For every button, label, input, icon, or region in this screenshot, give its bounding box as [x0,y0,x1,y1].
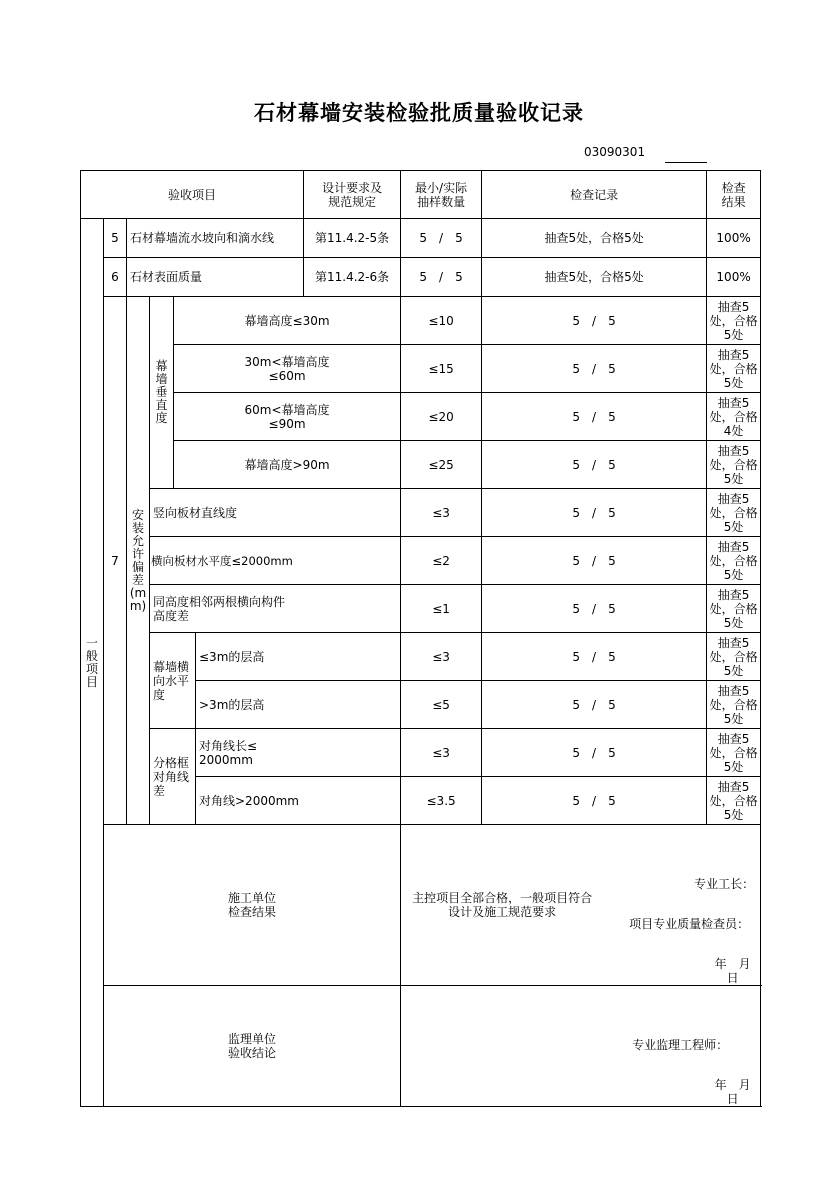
code-underline [665,162,707,163]
item-name: ≤3m的层高 [196,633,401,681]
item-result: 100% [707,219,761,258]
item-requirement: 第11.4.2-5条 [304,219,401,258]
item-record: 抽查5处，合格5处 [482,258,707,297]
supervision-row [81,986,761,1107]
item-name: 石材幕墙流水坡向和滴水线 [127,219,304,258]
page-title: 石材幕墙安装检验批质量验收记录 [254,100,584,125]
item-requirement: ≤3.5 [401,777,482,825]
form-code: 03090301 [584,145,646,159]
item-sample: 5 / 5 [482,729,707,777]
table-row [81,633,761,681]
item-record: 抽查5处，合格5处 [707,585,761,633]
item-name: 对角线长≤ 2000mm [196,729,401,777]
header-result: 检查 结果 [707,171,761,219]
construction-row [81,825,761,986]
item-sample: 5 / 5 [482,633,707,681]
item-no: 5 [104,219,127,258]
item-record: 抽查5处，合格5处 [707,729,761,777]
vertical-group-label: 幕 墙 垂 直 度 [150,297,174,489]
construction-conclusion: 主控项目全部合格，一般项目符合 设计及施工规范要求 [412,891,593,919]
item-name: 对角线>2000mm [196,777,401,825]
item-record: 抽查5处，合格5处 [707,633,761,681]
item-no: 6 [104,258,127,297]
item-requirement: ≤3 [401,633,482,681]
item-name: 30m<幕墙高度 ≤60m [174,345,401,393]
item-result: 100% [707,258,761,297]
item-sample: 5 / 5 [482,393,707,441]
item-record: 抽查5处，合格5处 [707,537,761,585]
engineer-label: 专业监理工程师： [632,1038,729,1052]
horizontal-group-label: 幕墙横 向水平 度 [150,633,196,729]
header-sample: 最小/实际 抽样数量 [401,171,482,219]
item-requirement: ≤5 [401,681,482,729]
item-requirement: ≤10 [401,297,482,345]
item-sample: 5 / 5 [482,537,707,585]
inspector-label: 项目专业质量检查员： [629,917,750,931]
construction-date: 年 月 日 [714,957,763,985]
item-requirement: ≤3 [401,489,482,537]
item-record: 抽查5处，合格4处 [707,393,761,441]
item-sample: 5 / 5 [482,489,707,537]
header-requirement: 设计要求及 规范规定 [304,171,401,219]
table-row [81,258,761,297]
item-record: 抽查5处，合格5处 [707,681,761,729]
item-name: 幕墙高度>90m [174,441,401,489]
item-sample: 5 / 5 [482,297,707,345]
header-record: 检查记录 [482,171,707,219]
item-requirement: ≤2 [401,537,482,585]
item-sample: 5 / 5 [482,585,707,633]
item-requirement: ≤15 [401,345,482,393]
construction-result-cell [401,825,761,986]
table-row [81,441,761,489]
item-requirement: ≤1 [401,585,482,633]
table-row [81,393,761,441]
item-record: 抽查5处，合格5处 [707,489,761,537]
inspection-table [80,170,761,1107]
supervision-label: 监理单位 验收结论 [104,986,401,1107]
item-no: 7 [104,297,127,825]
item-name: 石材表面质量 [127,258,304,297]
table-row [81,219,761,258]
item-record: 抽查5处，合格5处 [482,219,707,258]
item-sample: 5 / 5 [482,345,707,393]
supervision-date: 年 月 日 [714,1078,763,1106]
table-row [81,489,761,537]
supervision-result-cell [401,986,761,1107]
item-record: 抽查5处，合格5处 [707,297,761,345]
construction-label: 施工单位 检查结果 [104,825,401,986]
table-row [81,345,761,393]
item-requirement: ≤3 [401,729,482,777]
item-sample: 5 / 5 [482,777,707,825]
item-requirement: 第11.4.2-6条 [304,258,401,297]
table-row [81,585,761,633]
item-record: 抽查5处，合格5处 [707,345,761,393]
item-sample: 5 / 5 [401,219,482,258]
foreman-label: 专业工长： [694,877,755,891]
general-items-label: 一 般 项 目 [81,219,104,1107]
item-name: 60m<幕墙高度 ≤90m [174,393,401,441]
item-sample: 5 / 5 [401,258,482,297]
item-record: 抽查5处，合格5处 [707,777,761,825]
deviation-group-label: 安 装 允 许 偏 差 (m m) [127,297,150,825]
item-requirement: ≤25 [401,441,482,489]
header-row [81,171,761,219]
item-sample: 5 / 5 [482,441,707,489]
item-name: >3m的层高 [196,681,401,729]
item-requirement: ≤20 [401,393,482,441]
item-sample: 5 / 5 [482,681,707,729]
table-row [81,729,761,777]
item-name: 同高度相邻两根横向构件 高度差 [150,585,401,633]
header-item: 验收项目 [81,171,304,219]
item-name: 幕墙高度≤30m [174,297,401,345]
table-row [81,297,761,345]
item-record: 抽查5处，合格5处 [707,441,761,489]
item-name: 横向板材水平度≤2000mm [150,537,401,585]
item-name: 竖向板材直线度 [150,489,401,537]
diagonal-group-label: 分格框 对角线 差 [150,729,196,825]
table-row [81,537,761,585]
